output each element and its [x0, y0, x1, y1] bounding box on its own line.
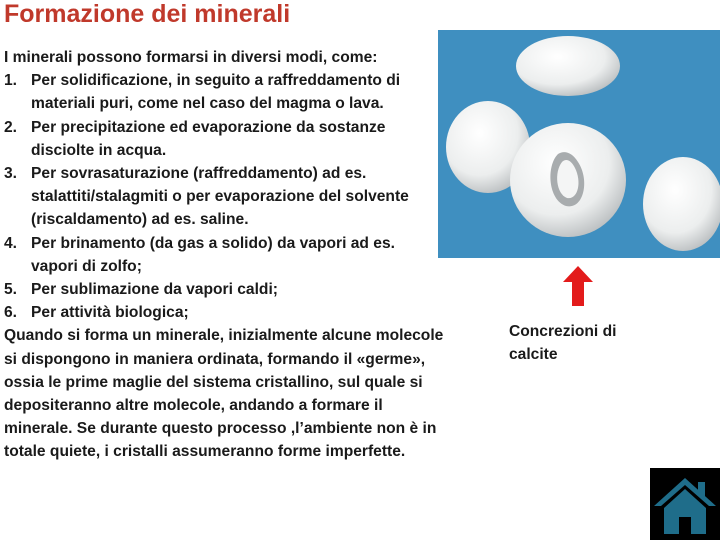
list-item	[4, 69, 444, 115]
list-item-text: Per sublimazione da vapori caldi;	[31, 281, 278, 299]
calcite-concretions-photo	[438, 30, 720, 258]
list-item-number: 5.	[4, 281, 18, 299]
list-item-number: 6.	[4, 304, 18, 322]
list-item-number: 4.	[4, 234, 18, 252]
list-item-text: Per solidificazione, in seguito a raffreddamento di materiali puri, come nel caso del magma o lava.	[31, 72, 401, 113]
list-item-text: Per brinamento (da gas a solido) da vapori ad es. vapori di zolfo;	[31, 234, 395, 275]
list-item	[4, 116, 444, 162]
list-item-number: 3.	[4, 165, 18, 183]
list-item	[4, 301, 444, 324]
photo-caption: Concrezioni di calcite	[509, 323, 617, 363]
list-item-text: Per sovrasaturazione (raffreddamento) ad es. stalattiti/stalagmiti o per evaporazione del solvente (riscaldamento) ad es. saline.	[31, 165, 409, 229]
intro-text: I minerali possono formarsi in diversi modi, come:	[4, 49, 378, 66]
slide-body	[4, 46, 444, 464]
list-item-text: Per precipitazione ed evaporazione da sostanze disciolte in acqua.	[31, 118, 386, 159]
list-item	[4, 162, 444, 232]
list-item	[4, 278, 444, 301]
arrow-up-icon	[563, 266, 593, 306]
list-item-number: 1.	[4, 72, 18, 90]
slide-title: Formazione dei minerali	[4, 0, 291, 28]
list-item-text: Per attività biologica;	[31, 304, 189, 322]
stone-top	[516, 36, 620, 96]
list-item	[4, 232, 444, 278]
formation-list	[4, 69, 444, 324]
home-icon	[650, 468, 720, 540]
conclusion-text: Quando si forma un minerale, inizialmente alcune molecole si dispongono in maniera ordinata, formando il «germe», ossia le prime maglie del sistema cristallino, sul quale si depositeranno altre molecole, andando a formare il minerale. Se durante questo processo ,l’ambiente non è in totale quiete, i cristalli assumeranno forme imperfette.	[4, 327, 444, 461]
stone-right	[643, 157, 720, 251]
home-button[interactable]	[650, 468, 720, 540]
list-item-number: 2.	[4, 118, 18, 136]
